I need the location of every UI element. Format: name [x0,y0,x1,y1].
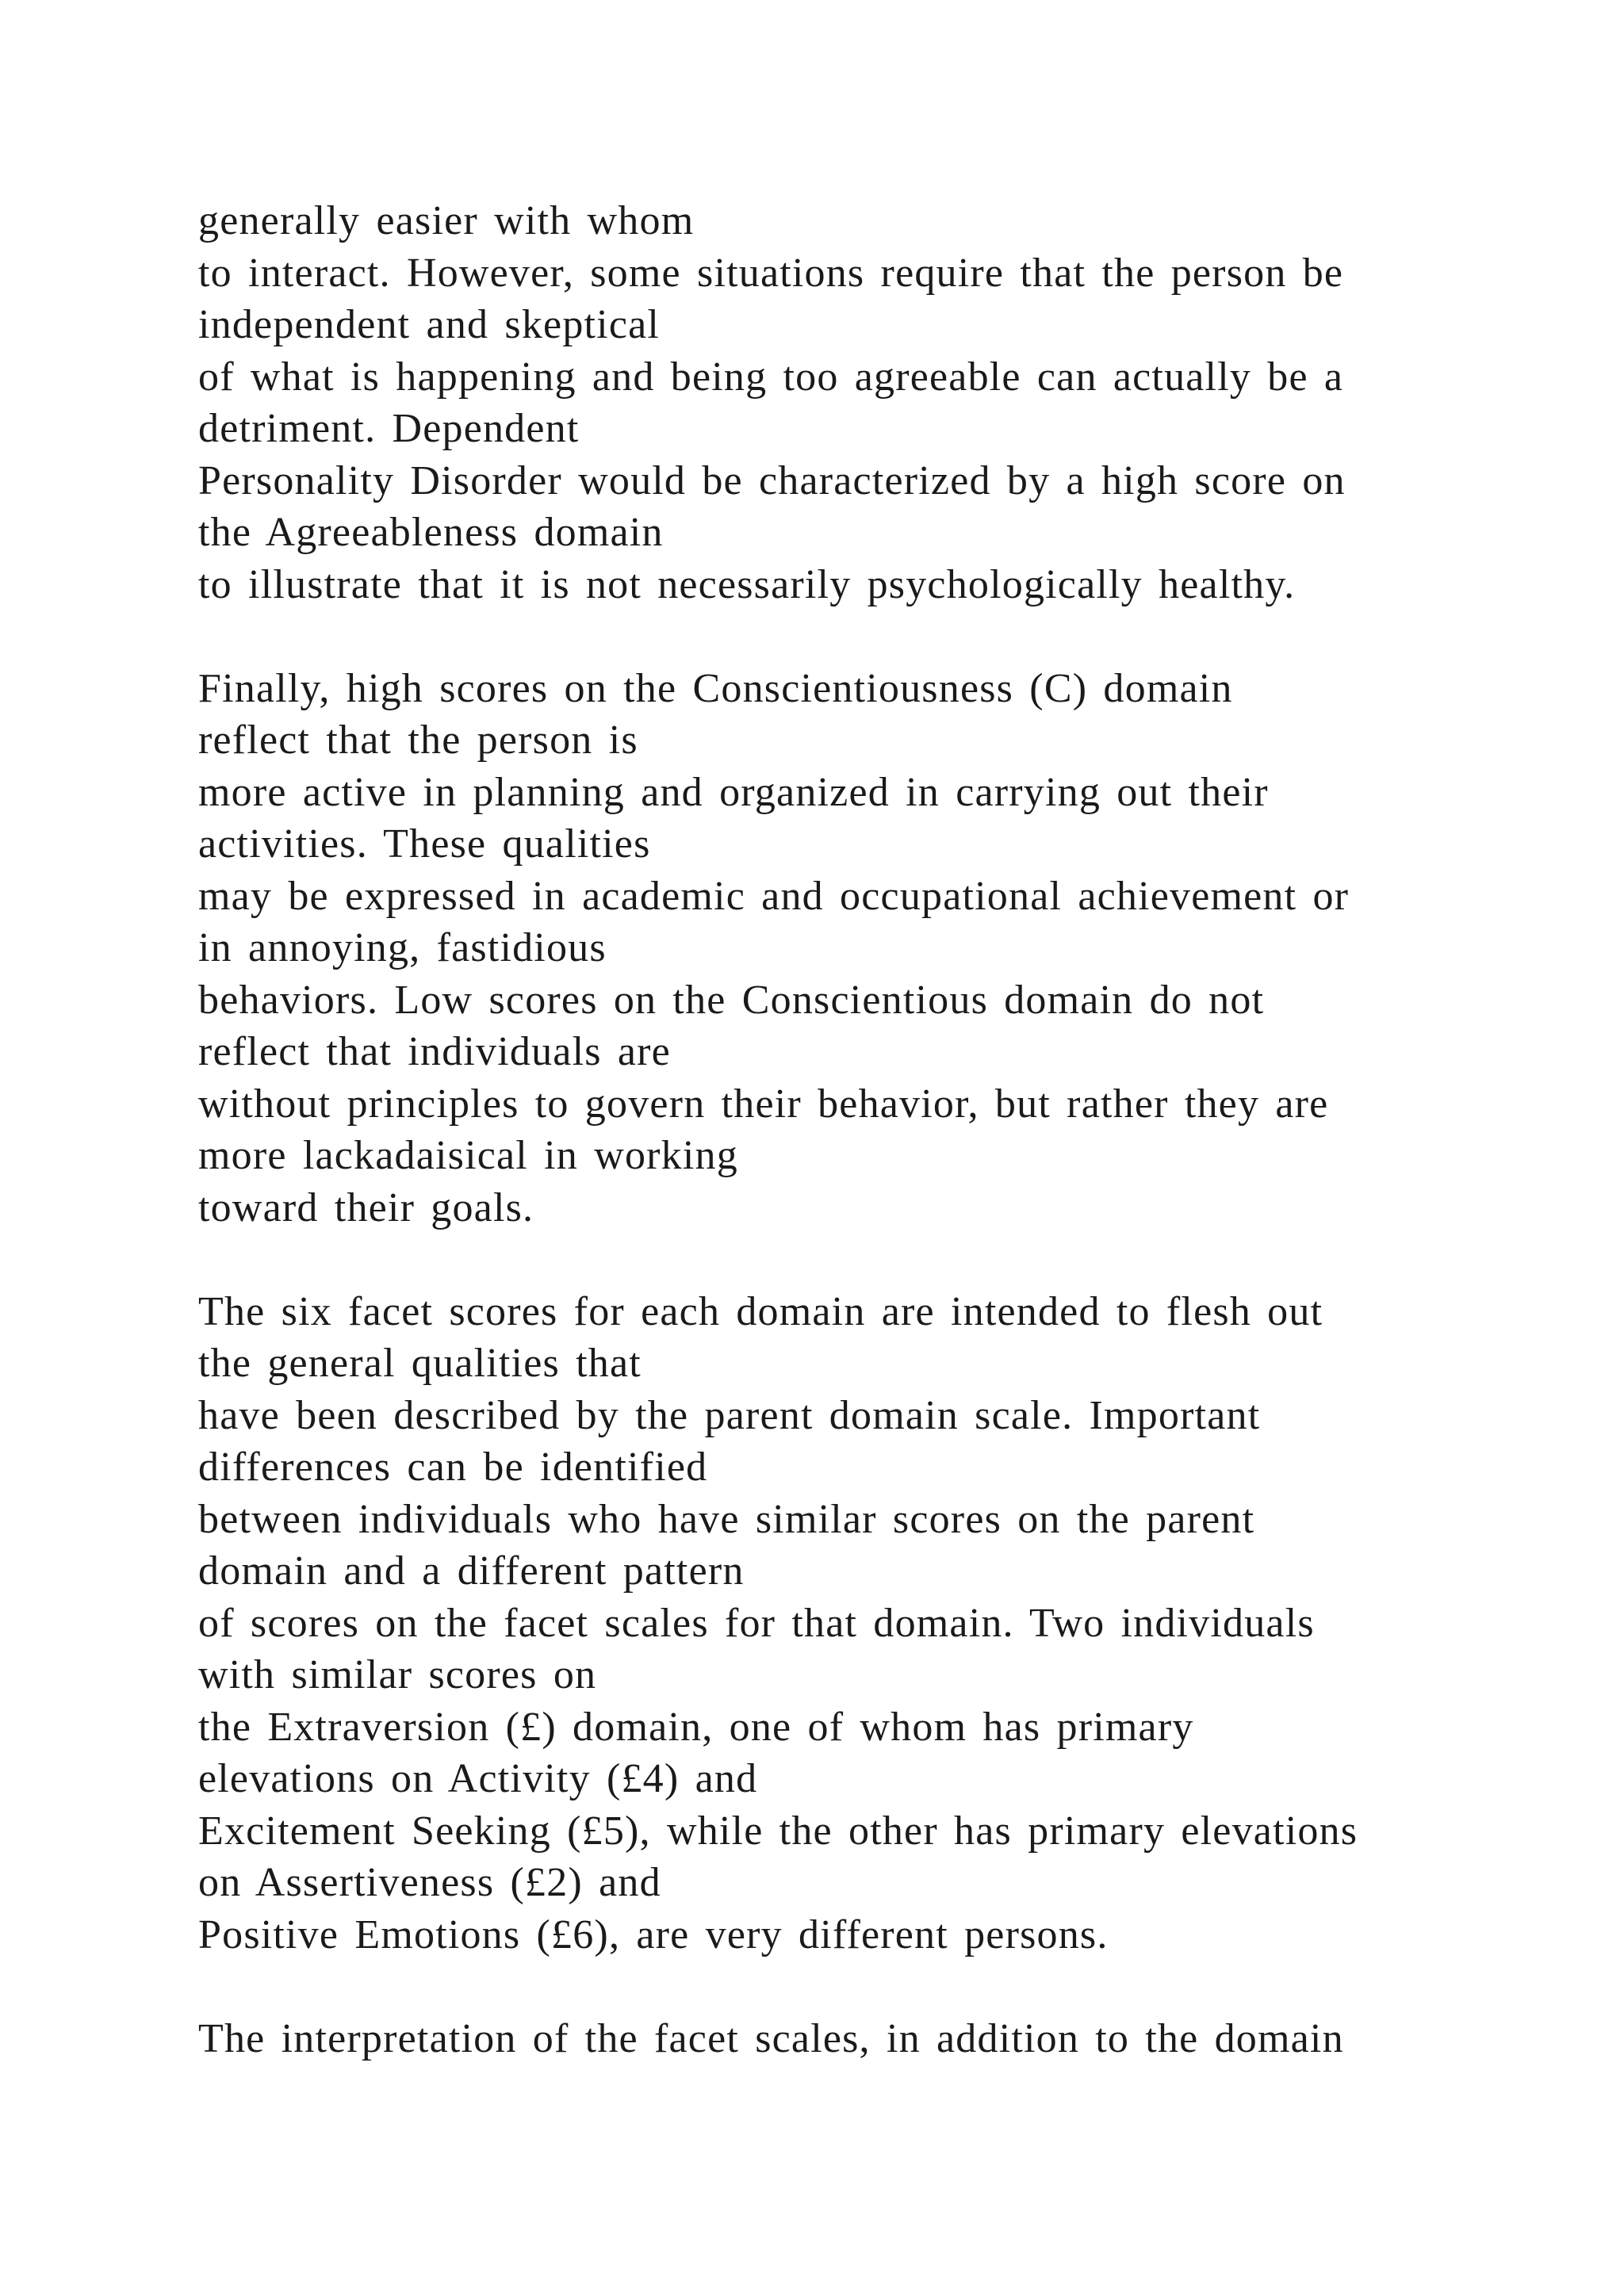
text-line: of scores on the facet scales for that domain. Two individuals [198,1600,1315,1646]
text-line: Excitement Seeking (£5), while the other has primary elevations [198,1808,1358,1854]
text-line: of what is happening and being too agreeable can actually be a [198,354,1344,400]
text-line: reflect that individuals are [198,1029,671,1074]
paragraph-facet-scores [198,1286,1507,1961]
text-line: The six facet scores for each domain are intended to flesh out [198,1288,1323,1334]
paragraph-agreeableness [198,195,1507,610]
paragraph-spacer [198,1961,1507,2013]
text-line: the Extraversion (£) domain, one of whom has primary [198,1704,1194,1750]
text-line: on Assertiveness (£2) and [198,1860,661,1905]
text-line: detriment. Dependent [198,406,580,451]
text-line: domain and a different pattern [198,1548,745,1594]
document-body [198,195,1507,2064]
text-line: with similar scores on [198,1652,597,1697]
text-line: in annoying, fastidious [198,925,607,970]
text-line: may be expressed in academic and occupational achievement or [198,873,1350,919]
paragraph-spacer [198,1234,1507,1286]
paragraph-interpretation [198,2013,1507,2065]
paragraph-spacer [198,610,1507,663]
text-line: have been described by the parent domain scale. Important [198,1392,1261,1438]
text-line: the Agreeableness domain [198,510,664,555]
text-line: generally easier with whom [198,198,695,243]
text-line: activities. These qualities [198,821,651,867]
text-line: Positive Emotions (£6), are very different persons. [198,1911,1109,1957]
text-line: The interpretation of the facet scales, in addition to the domain [198,2015,1344,2061]
text-line: Personality Disorder would be characterized by a high score on [198,457,1346,503]
text-line: independent and skeptical [198,302,661,347]
text-line: behaviors. Low scores on the Conscientious domain do not [198,977,1265,1023]
text-line: more active in planning and organized in carrying out their [198,769,1269,815]
text-line: reflect that the person is [198,718,638,763]
text-line: to illustrate that it is not necessarily psychologically healthy. [198,561,1296,607]
paragraph-conscientiousness [198,663,1507,1234]
text-line: without principles to govern their behavior, but rather they are [198,1081,1329,1127]
text-line: between individuals who have similar scores on the parent [198,1496,1255,1542]
text-line: differences can be identified [198,1445,708,1490]
text-line: to interact. However, some situations require that the person be [198,250,1344,296]
text-line: elevations on Activity (£4) and [198,1756,758,1801]
text-line: toward their goals. [198,1184,534,1230]
text-line: Finally, high scores on the Conscientiousness (C) domain [198,665,1233,711]
text-line: the general qualities that [198,1341,642,1386]
text-line: more lackadaisical in working [198,1133,738,1178]
